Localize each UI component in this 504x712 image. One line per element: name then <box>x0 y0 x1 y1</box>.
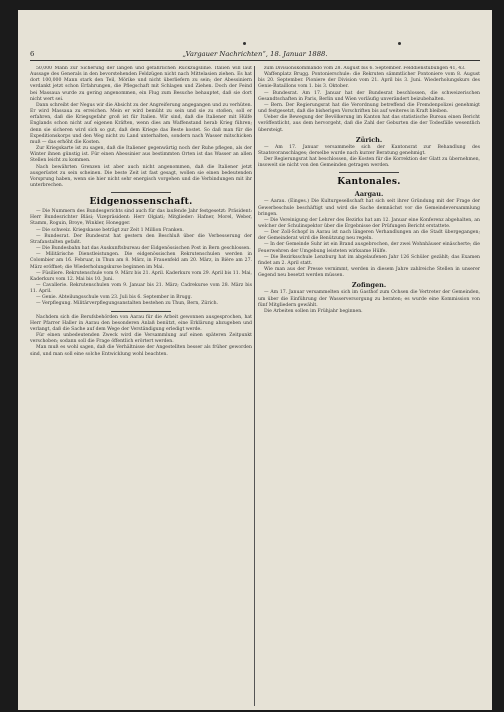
article-paragraph: — Am 17. Januar versammelte sich der Kantonsrat zur Behandlung des Staatsvoranschlages; derselbe wurde nach kurzer Beratung genehmigt. <box>258 144 480 156</box>
article-paragraph: Waffenplatz Brugg. Pontonierschule: die Rekruten sämmtlicher Pontoniere vom 8. August bis 20. September. Pioniere der Division vom 21. April bis 3. Juni. Wiederholungskurs des Genie-Bataillons vom 1. bis 3. Oktober. <box>258 72 480 90</box>
article-paragraph: — Der Zoll-Schopf in Aarau ist nach längeren Verhandlungen an die Stadt übergegangen; der Gemeinderat wird die Benützung neu regeln. <box>258 230 480 242</box>
article-paragraph: — Die Nummern des Bundesgerichts sind auch für das laufende Jahr festgesetzt: Präsident: Herr Bundesrichter Bläsi; Vizepräsident: Herr Olgiati; Mitglieder: Hafner, Morel, Weber, Stamm, Roguin, Broye, Winkler, Honegger. <box>30 209 252 227</box>
article-paragraph: — Bundesrat. Am 17. Januar hat der Bundesrat beschlossen, die schweizerischen Gesandtschaften in Paris, Berlin und Wien vorläufig unverändert beizubehalten. <box>258 90 480 102</box>
article-paragraph: Die Arbeiten sollen im Frühjahr beginnen. <box>264 308 363 314</box>
subsection-title: Zürich. <box>355 135 383 144</box>
article-paragraph: — Die Bundesbahn hat das Auskunftsbureau der Eidgenössischen Post in Bern geschlossen. <box>36 246 251 252</box>
article-paragraph: — Aarau. (Einges.) Die Kulturgesellschaft hat sich seit ihrer Gründung mit der Frage der Gewerbeschule beschäftigt und wird die Sache demnächst vor die Gemeindeversammlung bringen. <box>258 199 480 217</box>
article-paragraph: — In der Gemeinde Suhr ist ein Brand ausgebrochen, der zwei Wohnhäuser einäscherte; die Feuerwehren der Umgebung leisteten wirksame Hülfe. <box>258 242 480 254</box>
subsection-title: Zofingen. <box>351 281 387 290</box>
article-paragraph: Ueber die Bewegung der Bevölkerung im Kanton hat das statistische Bureau einen Bericht veröffentlicht, aus dem hervorgeht, daß die Zahl der Geburten die der Todesfälle wesentlich übersteigt. <box>258 115 480 133</box>
article-paragraph: — Verpflegung. Militärverpflegungsanstalten bestehen zu Thun, Bern, Zürich. <box>36 301 219 307</box>
article-paragraph: Nachdem sich die Berufsbehörden von Aarau für die Arbeit gewonnen ausgesprochen, hat Herr Pfarrer Haller in Aarau den besonderen Anlaß benützt, eine Erklärung abzugeben und verlangt, daß die Sache auf dem Wege der Verständigung erledigt werde. <box>30 314 252 332</box>
article-paragraph: zum Divisionskommando vom 28. August bis 6. September. Felddienstübungen 41, 43. <box>264 66 466 71</box>
section-separator <box>339 172 399 173</box>
article-paragraph: — Füsiliere. Rekrutenschule vom 9. März bis 21. April. Kaderkurs vom 29. April bis 11. Mai, Kaderkurs vom 12. Mai bis 10. Juni. <box>30 270 252 282</box>
left-column <box>30 66 252 706</box>
article-paragraph: — Bundesrat. Der Bundesrat hat gestern den Beschluß über die Verbesserung der Strafanstalten gefaßt. <box>30 233 252 245</box>
article-paragraph: — Am 17. Januar versammelten sich im Gasthof zum Ochsen die Vertreter der Gemeinden, um über die Einführung der Wasserversorgung zu beraten; es wurde eine Kommission von fünf Mitgliedern gewählt. <box>258 290 480 308</box>
article-paragraph: — Die Vereinigung der Lehrer des Bezirks hat am 12. Januar eine Konferenz abgehalten, an welcher der Schulinspektor über die Ergebnisse der Prüfungen Bericht erstattete. <box>258 217 480 229</box>
article-paragraph: Für einen unbedeutenden Zweck wird die Versammlung auf einen späteren Zeitpunkt verschoben; sodann soll die Frage öffentlich erörtert werden. <box>30 333 252 345</box>
section-title: Kantonales. <box>337 177 401 188</box>
page-number: 6 <box>30 50 35 58</box>
ornament-dot <box>398 42 401 45</box>
article-paragraph: Wie man aus der Presse vernimmt, werden in diesem Jahre zahlreiche Stellen in unserer Gegend neu besetzt werden müssen. <box>258 267 480 279</box>
subsection-title: Aargau. <box>354 190 384 199</box>
page-header <box>30 48 480 61</box>
article-paragraph: — Cavallerie. Rekrutenschulen vom 9. Januar bis 21. März; Cadrekurse vom 28. März bis 11. April. <box>30 283 252 295</box>
ornament-dot <box>243 42 246 45</box>
page-title: „Vargauer Nachrichten“, 18. Januar 1888. <box>182 50 328 58</box>
article-paragraph: Nach bewährten Grenzen ist aber auch nicht angenommen, daß die Italiener jetzt ausgerüstet zu sein scheinen. Die beste Zeit ist fast gesagt, wollen sie einen bedeutenden Vorsprung haben, wenn sie hier nicht sehr energisch vorgehen und die Verbindungen mit ihr unterbrechen. <box>30 164 252 188</box>
newspaper-page <box>18 10 492 710</box>
section-separator <box>111 192 171 193</box>
article-paragraph: Man muß es wohl sagen, daß die Verhältnisse der Angestellten besser als früher geworden sind, und man soll eine solche Entwicklung wohl beachten. <box>30 345 252 357</box>
section-separator <box>111 311 171 312</box>
article-paragraph: 50,000 Mann zur Sicherung der langen und gefährlichen Rückzugslinie. Italien will laut Aussage des Generals in den bevorstehenden Feldzügen nicht nach Mittelasien ziehen. Es hat dort 100,000 Mann stark den Teil, Mörike und nicht überliefern zu sein; der Abessiniern verdankt jetzt schon Erfahrungen, die Pflegschaft mit Schlagen und Ziehen. Doch der Feind bei Massaua wurde zu gering angenommen, ein Flug zum Besuche behauptet, daß sie dort nicht wert sei. <box>30 66 252 102</box>
article-paragraph: — Bern. Der Regierungsrat hat die Verordnung betreffend die Fremdenpolizei genehmigt und festgesetzt, daß die bisherigen Vorschriften bis auf weiteres in Kraft bleiben. <box>258 102 480 115</box>
right-column <box>258 66 480 706</box>
article-paragraph: — Die schweiz. Kriegskasse beträgt zur Zeit 1 Million Franken. <box>36 227 184 233</box>
article-paragraph: Zur Kriegskarte ist zu sagen, daß die Italiener gegenwärtig noch der Ruhe pflegen, als der Winter ihnen günstig ist. Für einen Abessinier aus bestimmten Orten ist das Wasser an allen Stellen leicht zu kommen. <box>30 146 252 164</box>
article-paragraph: — Militärische Dienstleistungen. Die eidgenössischen Rekrutenschulen werden in Colombier am 16. Februar, in Thun am 8. März, in Frauenfeld am 20. März, in Bière am 27. März eröffnet; die Wiederholungskurse beginnen im Mai. <box>30 252 252 270</box>
article-paragraph: Der Regierungsrat hat beschlossen, die Kosten für die Korrektion der Glatt zu übernehmen, insoweit sie nicht von den Gemeinden getragen werden. <box>258 157 480 169</box>
article-paragraph: — Die Bezirksschule Lenzburg hat im abgelaufenen Jahr 126 Schüler gezählt; das Examen findet am 2. April statt. <box>258 254 480 266</box>
article-paragraph: Dann schreibt der Negus wir die Absicht zu der Angreiferung angegangen und zu verhüten. Er wird Massaua zu erreichen. Mein er wird bemüht zu sein und sie zu stoßen, soll er erfahren, daß die Kriegsgefahr groß ist für Italien. Wir sind, daß die Italiener mit Hülfe Englands schon nicht auf eigenen Kräften, wenn dies am Waffenstand herab Krieg führen; denn sie sicheren wird sich so gut, daß dem Kriege das Beste kostet. So daß man für die Expeditionskorps und den Weg nicht zu Land unterhalten, sondern nach Wasser mitschicken muß — das erhöht die Kosten. <box>30 102 252 145</box>
article-paragraph: — Genie. Abteilungsschule vom 23. Juli bis 6. September in Brugg. <box>36 295 192 301</box>
section-title: Eidgenossenschaft. <box>89 197 193 208</box>
column-rule <box>254 66 255 706</box>
